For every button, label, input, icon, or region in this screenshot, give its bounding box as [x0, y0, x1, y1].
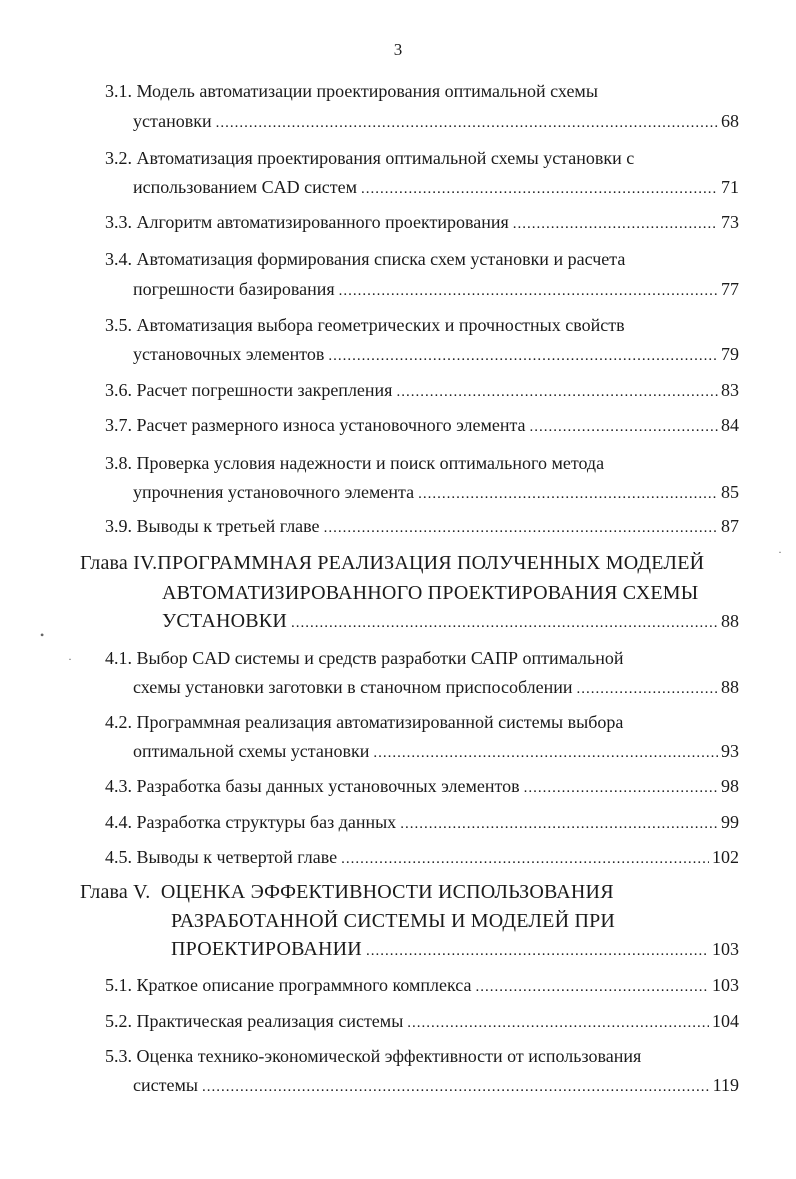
scan-speck: · — [68, 652, 72, 666]
toc-page-number: 77 — [721, 279, 739, 299]
toc-page-number: 102 — [712, 847, 739, 867]
toc-entry-5-3-line1: 5.3. Оценка технико-экономической эффективности от использования — [105, 1046, 642, 1066]
toc-entry-3-1 — [133, 110, 739, 132]
toc-entry-4-1 — [133, 676, 739, 698]
toc-entry-label: 5.1. Краткое описание программного комплекса — [105, 975, 472, 995]
toc-entry-4-3 — [105, 775, 739, 797]
toc-entry-3-6 — [105, 379, 739, 401]
toc-entry-label: использованием CAD систем — [133, 177, 357, 197]
dot-leader — [339, 278, 718, 300]
toc-entry-label: 4.4. Разработка структуры баз данных — [105, 812, 397, 832]
toc-entry-label: 4.3. Разработка базы данных установочных элементов — [105, 776, 520, 796]
toc-entry-3-5 — [133, 343, 739, 365]
dot-leader — [407, 1010, 709, 1032]
toc-entry-label: упрочнения установочного элемента — [133, 482, 415, 502]
dot-leader — [530, 414, 718, 436]
scan-speck: • — [40, 628, 45, 642]
toc-page-number: 104 — [712, 1011, 739, 1031]
dot-leader — [418, 481, 718, 503]
dot-leader — [524, 775, 718, 797]
dot-leader — [513, 211, 718, 233]
toc-entry-label: 3.3. Алгоритм автоматизированного проектирования — [105, 212, 509, 232]
toc-page-number: 88 — [721, 611, 739, 631]
toc-page-number: 84 — [721, 415, 739, 435]
toc-entry-3-3 — [105, 211, 739, 233]
dot-leader — [400, 811, 718, 833]
toc-entry-label: 3.7. Расчет размерного износа установочного элемента — [105, 415, 526, 435]
toc-page-number: 85 — [721, 482, 739, 502]
toc-entry-3-4-line1: 3.4. Автоматизация формирования списка схем установки и расчета — [105, 249, 626, 269]
dot-leader — [341, 846, 709, 868]
toc-entry-3-2-line1: 3.2. Автоматизация проектирования оптимальной схемы установки с — [105, 148, 635, 168]
dot-leader — [328, 343, 718, 365]
toc-page-number: 71 — [721, 177, 739, 197]
toc-entry-5-1 — [105, 974, 739, 996]
toc-entry-label: 3.6. Расчет погрешности закрепления — [105, 380, 393, 400]
toc-chapter-5 — [171, 938, 739, 960]
toc-entry-3-8-line1: 3.8. Проверка условия надежности и поиск оптимального метода — [105, 453, 605, 473]
toc-entry-label: 4.5. Выводы к четвертой главе — [105, 847, 338, 867]
toc-page-number: 87 — [721, 516, 739, 536]
toc-entry-4-2-line1: 4.2. Программная реализация автоматизированной системы выбора — [105, 712, 624, 732]
toc-page-number: 119 — [712, 1075, 739, 1095]
toc-entry-label: 3.9. Выводы к третьей главе — [105, 516, 320, 536]
toc-entry-3-9 — [105, 515, 739, 537]
toc-entry-3-2 — [133, 176, 739, 198]
toc-page-number: 103 — [712, 939, 739, 959]
dot-leader — [476, 974, 710, 996]
toc-entry-3-8 — [133, 481, 739, 503]
toc-chapter-5-line1: Глава V. ОЦЕНКА ЭФФЕКТИВНОСТИ ИСПОЛЬЗОВАНИЯ — [80, 881, 614, 903]
dot-leader — [202, 1074, 710, 1096]
dot-leader — [291, 610, 718, 632]
toc-entry-label: схемы установки заготовки в станочном приспособлении — [133, 677, 573, 697]
toc-entry-4-5 — [105, 846, 739, 868]
toc-chapter-4 — [162, 610, 739, 632]
toc-page-number: 99 — [721, 812, 739, 832]
page-number: 3 — [393, 40, 403, 59]
dot-leader — [396, 379, 718, 401]
toc-page-number: 103 — [712, 975, 739, 995]
toc-page-number: 83 — [721, 380, 739, 400]
scan-speck: · — [778, 545, 782, 559]
toc-entry-3-1-line1: 3.1. Модель автоматизации проектирования оптимальной схемы — [105, 81, 598, 101]
toc-entry-4-4 — [105, 811, 739, 833]
toc-page-number: 88 — [721, 677, 739, 697]
toc-entry-label: оптимальной схемы установки — [133, 741, 370, 761]
toc-entry-label: ПРОЕКТИРОВАНИИ — [171, 938, 362, 960]
toc-chapter-4-line2: АВТОМАТИЗИРОВАННОГО ПРОЕКТИРОВАНИЯ СХЕМЫ — [162, 582, 699, 604]
toc-page-number: 68 — [721, 111, 739, 131]
toc-chapter-4-line1: Глава IV.ПРОГРАММНАЯ РЕАЛИЗАЦИЯ ПОЛУЧЕННЫХ МОДЕЛЕЙ — [80, 552, 705, 574]
toc-entry-3-7 — [105, 414, 739, 436]
toc-entry-label: установки — [133, 111, 212, 131]
toc-entry-4-1-line1: 4.1. Выбор CAD системы и средств разработки САПР оптимальной — [105, 648, 624, 668]
dot-leader — [577, 676, 718, 698]
dot-leader — [366, 938, 709, 960]
dot-leader — [216, 110, 718, 132]
toc-page-number: 93 — [721, 741, 739, 761]
toc-entry-3-4 — [133, 278, 739, 300]
toc-entry-3-5-line1: 3.5. Автоматизация выбора геометрических и прочностных свойств — [105, 315, 625, 335]
toc-page-number: 73 — [721, 212, 739, 232]
toc-entry-label: погрешности базирования — [133, 279, 335, 299]
dot-leader — [324, 515, 718, 537]
dot-leader — [361, 176, 718, 198]
toc-entry-label: 5.2. Практическая реализация системы — [105, 1011, 404, 1031]
toc-page-number: 98 — [721, 776, 739, 796]
toc-entry-label: системы — [133, 1075, 198, 1095]
toc-chapter-5-line2: РАЗРАБОТАННОЙ СИСТЕМЫ И МОДЕЛЕЙ ПРИ — [171, 910, 616, 932]
toc-entry-label: установочных элементов — [133, 344, 325, 364]
toc-page-number: 79 — [721, 344, 739, 364]
toc-entry-4-2 — [133, 740, 739, 762]
toc-entry-5-2 — [105, 1010, 739, 1032]
toc-entry-5-3 — [133, 1074, 739, 1096]
dot-leader — [373, 740, 718, 762]
toc-entry-label: УСТАНОВКИ — [162, 610, 287, 632]
